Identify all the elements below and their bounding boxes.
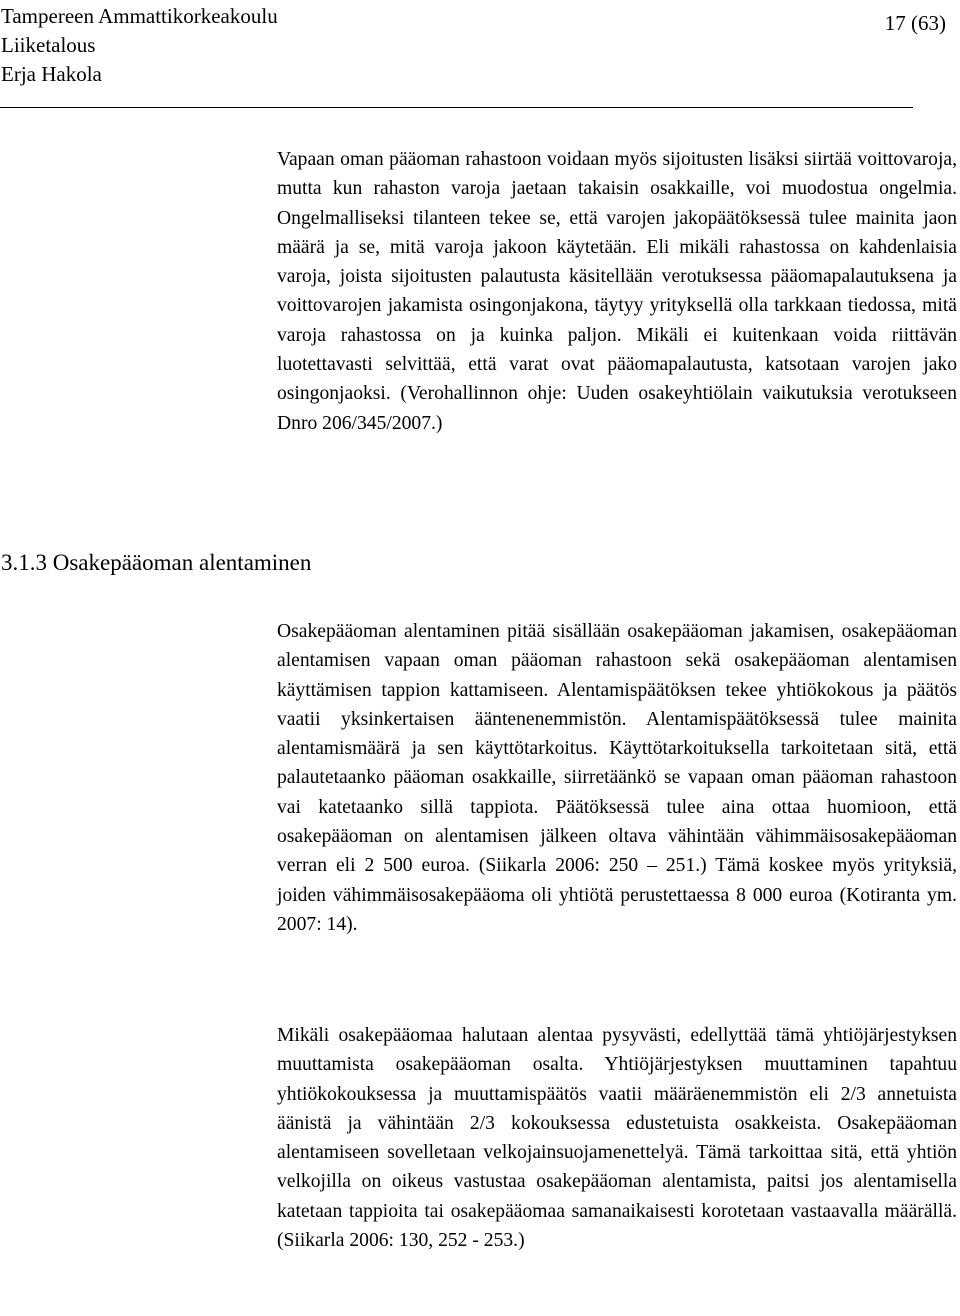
header-department: Liiketalous xyxy=(1,33,96,57)
header-organization: Tampereen Ammattikorkeakoulu xyxy=(1,4,278,28)
body-paragraph-2: Osakepääoman alentaminen pitää sisällään osakepääoman jakamisen, osakepääoman alentamisen vapaan oman pääoman rahastoon sekä osakepääoman alentamisen käyttämisen tappion kattamiseen. Alentamispäätöksen tekee yhtiökokous ja päätös vaatii yksinkertaisen ääntenenemmistön. Alentamispäätöksessä tulee mainita alentamismäärä ja sen käyttötarkoitus. Käyttötarkoituksella tarkoitetaan sitä, että palautetaanko pääoman osakkaille, siirretäänkö se vapaan oman pääoman rahastoon vai katetaanko sillä tappiota. Päätöksessä tulee aina ottaa huomioon, että osakepääoman on alentamisen jälkeen oltava vähintään vähimmäisosakepääoman verran eli 2 500 euroa. (Siikarla 2006: 250 – 251.) Tämä koskee myös yrityksiä, joiden vähimmäisosakepääoma oli yhtiötä perustettaessa 8 000 euroa (Kotiranta ym. 2007: 14). xyxy=(277,621,957,935)
page-number: 17 (63) xyxy=(884,11,946,35)
header-author: Erja Hakola xyxy=(1,62,102,86)
body-paragraph-3: Mikäli osakepääomaa halutaan alentaa pysyvästi, edellyttää tämä yhtiöjärjestyksen muuttamista osakepääoman osalta. Yhtiöjärjestyksen muuttaminen tapahtuu yhtiökokouksessa ja muuttamispäätös vaatii määräenemmistön eli 2/3 annetuista äänistä ja vähintään 2/3 kokouksessa edustetuista osakkeista. Osakepääoman alentamiseen sovelletaan velkojainsuojamenettelyä. Tämä tarkoittaa sitä, että yhtiön velkojilla on oikeus vastustaa osakepääoman alentamista, paitsi jos alentamisella katetaan tappioita tai osakepääomaa samanaikaisesti korotetaan vastaavalla määrällä. (Siikarla 2006: 130, 252 - 253.) xyxy=(277,1025,957,1252)
section-heading: 3.1.3 Osakepääoman alentaminen xyxy=(1,550,312,575)
header-divider xyxy=(0,107,913,108)
body-paragraph-1: Vapaan oman pääoman rahastoon voidaan myös sijoitusten lisäksi siirtää voittovaroja, mutta kun rahaston varoja jaetaan takaisin osakkaille, voi muodostua ongelmia. Ongelmalliseksi tilanteen tekee se, että varojen jakopäätöksessä tulee mainita jaon määrä ja se, mitä varoja jakoon käytetään. Eli mikäli rahastossa on kahdenlaisia varoja, joista sijoitusten palautusta käsitellään verotuksessa pääomapalautuksena ja voittovarojen jakamista osingonjakona, täytyy yrityksellä olla tarkkaan tiedossa, mitä varoja rahastossa on ja kuinka paljon. Mikäli ei kuitenkaan voida riittävän luotettavasti selvittää, että varat ovat pääomapalautusta, katsotaan varojen jako osingonjaoksi. (Verohallinnon ohje: Uuden osakeyhtiölain vaikutuksia verotukseen Dnro 206/345/2007.) xyxy=(277,149,957,434)
